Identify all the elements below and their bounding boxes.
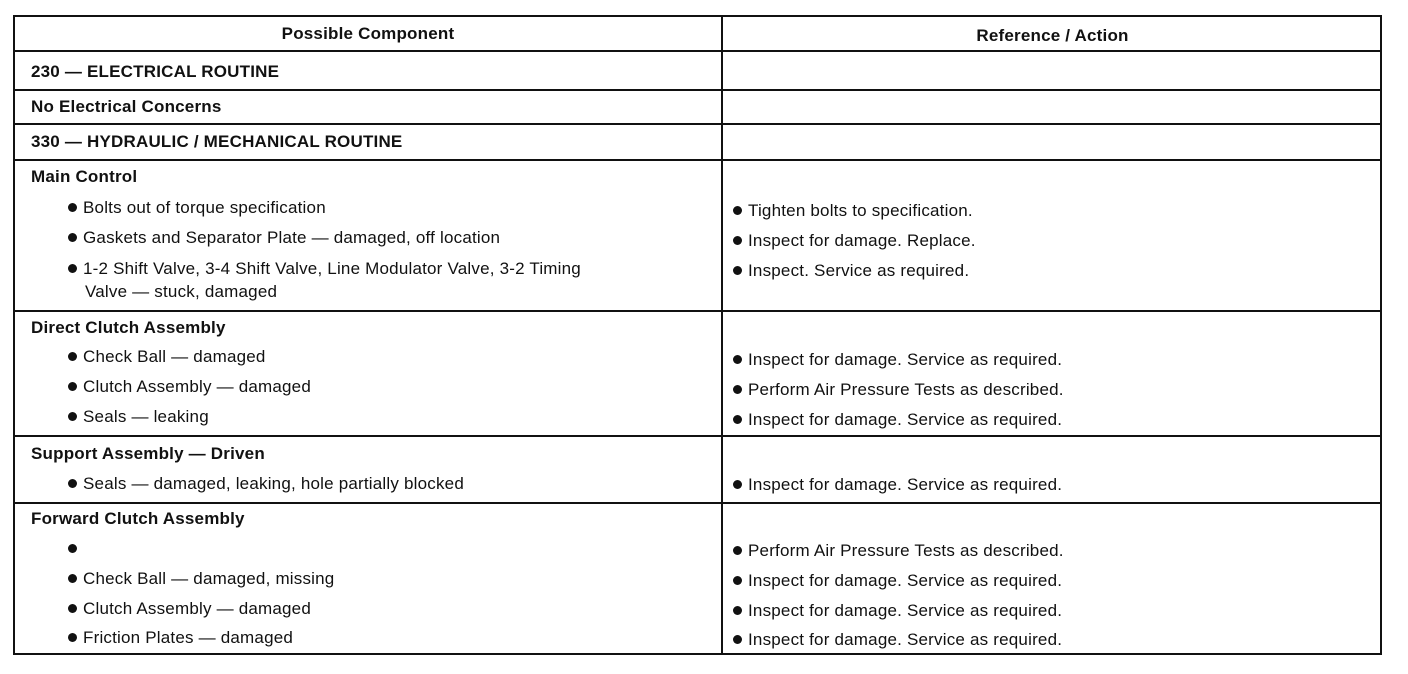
list-item-continuation: Valve — stuck, damaged: [85, 282, 278, 301]
action-item: Perform Air Pressure Tests as described.: [733, 380, 1064, 400]
diagnosis-table: [13, 15, 1382, 655]
bullet-icon: [733, 415, 742, 424]
bullet-icon: [733, 480, 742, 489]
bullet-icon: [68, 203, 77, 212]
main-control-title: Main Control: [31, 167, 138, 186]
bullet-icon: [68, 574, 77, 583]
action-item: Perform Air Pressure Tests as described.: [733, 541, 1064, 561]
column-header-action: Reference / Action: [976, 26, 1129, 45]
row-divider: [15, 89, 1380, 91]
action-item: Inspect for damage. Service as required.: [733, 410, 1062, 430]
action-item: Inspect for damage. Service as required.: [733, 630, 1062, 650]
row-divider: [15, 310, 1380, 312]
list-item: Gaskets and Separator Plate — damaged, off location: [68, 228, 500, 248]
bullet-icon: [68, 264, 77, 273]
bullet-icon: [68, 544, 77, 553]
row-divider: [15, 50, 1380, 52]
bullet-icon: [733, 606, 742, 615]
bullet-icon: [733, 385, 742, 394]
column-divider: [721, 17, 723, 653]
row-divider: [15, 502, 1380, 504]
bullet-icon: [68, 604, 77, 613]
list-item: Seals — damaged, leaking, hole partially blocked: [68, 474, 464, 494]
bullet-icon: [733, 206, 742, 215]
list-item: 1-2 Shift Valve, 3-4 Shift Valve, Line Modulator Valve, 3-2 Timing: [68, 259, 581, 279]
row-divider: [15, 123, 1380, 125]
bullet-icon: [733, 236, 742, 245]
list-item: [68, 539, 83, 559]
column-header-component: Possible Component: [281, 24, 455, 43]
bullet-icon: [68, 633, 77, 642]
bullet-icon: [68, 233, 77, 242]
action-item: Inspect for damage. Service as required.: [733, 601, 1062, 621]
direct-clutch-title: Direct Clutch Assembly: [31, 318, 226, 337]
action-item: Inspect for damage. Service as required.: [733, 350, 1062, 370]
list-item: Check Ball — damaged: [68, 347, 266, 367]
bullet-icon: [68, 479, 77, 488]
list-item: Bolts out of torque specification: [68, 198, 326, 218]
action-item: Tighten bolts to specification.: [733, 201, 973, 221]
electrical-routine-heading: 230 — ELECTRICAL ROUTINE: [31, 62, 280, 81]
row-divider: [15, 435, 1380, 437]
action-item: Inspect for damage. Replace.: [733, 231, 976, 251]
bullet-icon: [68, 352, 77, 361]
hydraulic-routine-heading: 330 — HYDRAULIC / MECHANICAL ROUTINE: [31, 132, 403, 151]
bullet-icon: [733, 635, 742, 644]
list-item: Seals — leaking: [68, 407, 209, 427]
forward-clutch-title: Forward Clutch Assembly: [31, 509, 245, 528]
bullet-icon: [733, 546, 742, 555]
row-divider: [15, 159, 1380, 161]
support-assembly-title: Support Assembly — Driven: [31, 444, 265, 463]
list-item: Clutch Assembly — damaged: [68, 377, 311, 397]
list-item: Clutch Assembly — damaged: [68, 599, 311, 619]
bullet-icon: [733, 576, 742, 585]
list-item: Friction Plates — damaged: [68, 628, 293, 648]
action-item: Inspect. Service as required.: [733, 261, 969, 281]
bullet-icon: [733, 355, 742, 364]
bullet-icon: [733, 266, 742, 275]
no-electrical-concerns: No Electrical Concerns: [31, 97, 222, 116]
list-item: Check Ball — damaged, missing: [68, 569, 334, 589]
bullet-icon: [68, 412, 77, 421]
bullet-icon: [68, 382, 77, 391]
action-item: Inspect for damage. Service as required.: [733, 475, 1062, 495]
action-item: Inspect for damage. Service as required.: [733, 571, 1062, 591]
